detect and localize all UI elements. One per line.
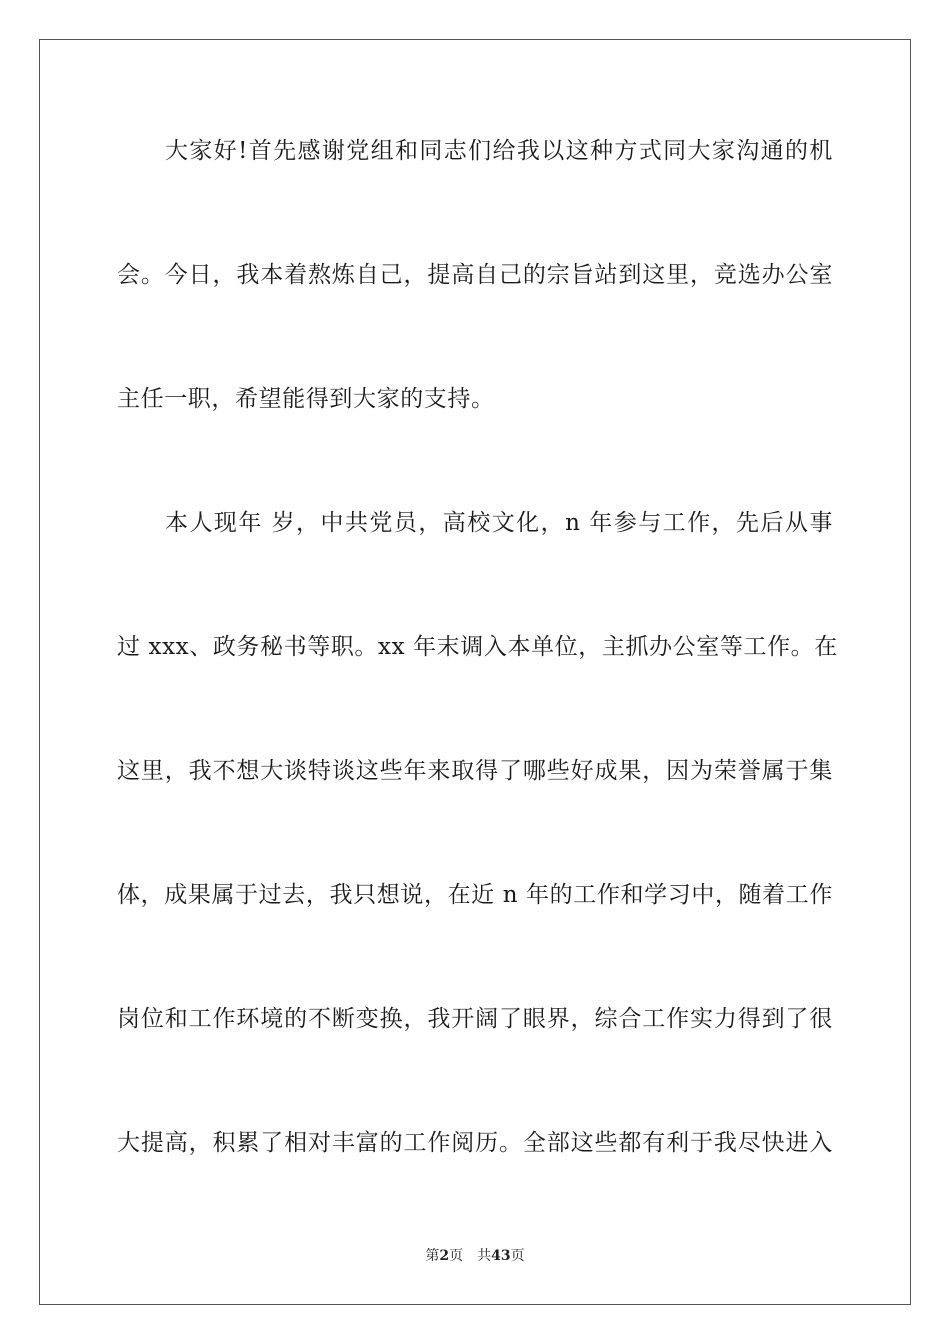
- total-suffix: 页: [510, 1248, 525, 1264]
- paragraph-1-line-3: 主任一职，希望能得到大家的支持。: [117, 386, 495, 412]
- page-prefix: 第: [425, 1248, 440, 1264]
- total-prefix: 共: [477, 1248, 492, 1264]
- paragraph-2-line-2: 过 xxx、政务秘书等职。xx 年末调入本单位，主抓办公室等工作。在: [117, 634, 838, 660]
- paragraph-1-line-1: 大家好!首先感谢党组和同志们给我以这种方式同大家沟通的机: [165, 138, 833, 164]
- total-pages: 43: [491, 1248, 511, 1264]
- paragraph-2-line-6: 大提高，积累了相对丰富的工作阅历。全部这些都有利于我尽快进入: [117, 1130, 833, 1156]
- paragraph-2-line-1: 本人现年 岁，中共党员，高校文化，n 年参与工作，先后从事: [165, 510, 833, 536]
- paragraph-2-line-4: 体，成果属于过去，我只想说，在近 n 年的工作和学习中，随着工作: [117, 882, 833, 908]
- page-number: 2: [439, 1248, 450, 1264]
- paragraph-2-line-3: 这里，我不想大谈特谈这些年来取得了哪些好成果，因为荣誉属于集: [117, 758, 833, 784]
- page-footer: [0, 1246, 950, 1266]
- page-suffix: 页: [449, 1248, 464, 1264]
- page-border: [39, 39, 911, 1305]
- paragraph-2-line-5: 岗位和工作环境的不断变换，我开阔了眼界，综合工作实力得到了很: [117, 1006, 833, 1032]
- paragraph-1-line-2: 会。今日，我本着熬炼自己，提高自己的宗旨站到这里，竞选办公室: [117, 262, 833, 288]
